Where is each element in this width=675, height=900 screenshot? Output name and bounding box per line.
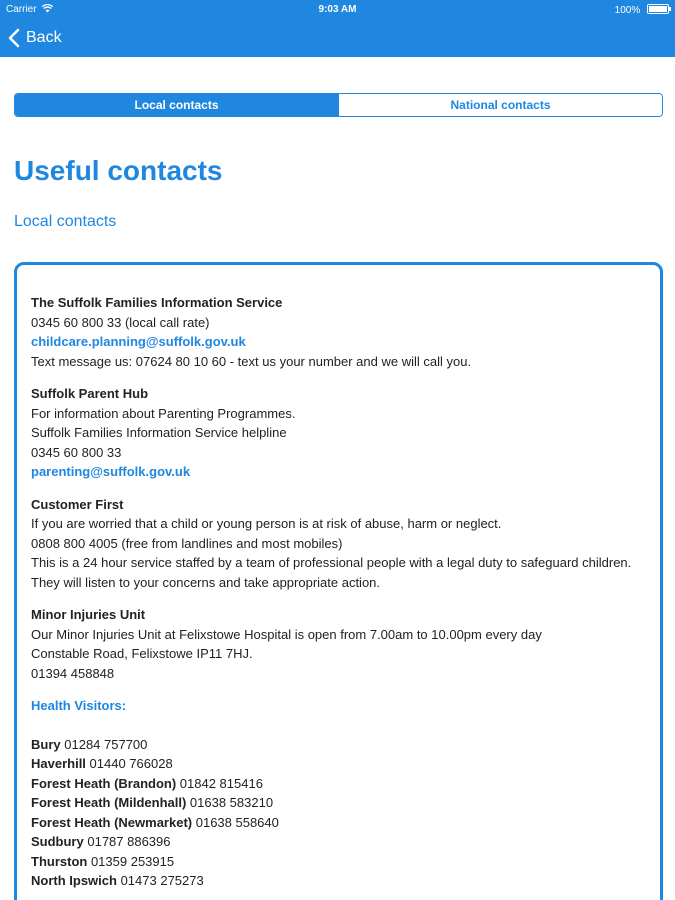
contact-line: Constable Road, Felixstowe IP11 7HJ. [31, 646, 253, 661]
contact-name: The Suffolk Families Information Service [31, 295, 283, 310]
list-item [31, 793, 646, 813]
contacts-list [31, 293, 646, 891]
contact-line: If you are worried that a child or young person is at risk of abuse, harm or neglect. [31, 516, 502, 531]
contact-line: For information about Parenting Programmes. [31, 405, 296, 421]
health-visitors-section [31, 696, 646, 891]
area-phone: 01284 757700 [64, 736, 148, 752]
list-item [31, 735, 646, 755]
tab-national-contacts[interactable]: National contacts [338, 94, 662, 116]
email-link[interactable]: childcare.planning@suffolk.gov.uk [31, 334, 246, 349]
contact-name: Customer First [31, 496, 124, 512]
health-visitors-title: Health Visitors: [31, 698, 127, 713]
list-item [31, 832, 646, 852]
navigation-bar [0, 0, 675, 57]
contacts-card [14, 262, 663, 900]
chevron-left-icon [8, 28, 20, 48]
page-title: Useful contacts [14, 155, 223, 186]
contact-line: 0345 60 800 33 (local call rate) [31, 314, 210, 330]
contacts-segmented-control [14, 93, 663, 117]
area-phone: 01638 558640 [195, 814, 279, 830]
contact-minor-injuries-unit [31, 605, 646, 683]
back-button[interactable] [8, 26, 62, 50]
area-name: Forest Heath (Mildenhall) [31, 795, 187, 810]
contact-parent-hub [31, 384, 646, 482]
carrier-text: Carrier [6, 4, 37, 15]
area-phone: 01638 583210 [189, 795, 274, 810]
battery-percent: 100% [614, 5, 641, 16]
contact-name: Suffolk Parent Hub [31, 386, 149, 401]
email-link[interactable]: parenting@suffolk.gov.uk [31, 464, 191, 479]
contact-line: Text message us: 07624 80 10 60 - text us your number and we will call you. [31, 353, 472, 369]
list-item [31, 754, 646, 774]
area-name: Forest Heath (Newmarket) [31, 814, 193, 830]
area-name: Forest Heath (Brandon) [31, 775, 177, 791]
back-label: Back [26, 29, 62, 46]
contact-line: This is a 24 hour service staffed by a team of professional people with a legal duty to safeguard children. They will listen to your concerns and take appropriate action. [31, 555, 632, 590]
contact-line: 0808 800 4005 (free from landlines and most mobiles) [31, 535, 343, 551]
contact-line: Suffolk Families Information Service helpline [31, 425, 287, 440]
area-name: Sudbury [31, 834, 84, 849]
list-item [31, 871, 646, 891]
area-phone: 01473 275273 [120, 873, 204, 888]
battery-icon [647, 4, 669, 14]
area-name: Thurston [31, 853, 88, 869]
area-phone: 01440 766028 [89, 756, 173, 771]
list-item [31, 813, 646, 833]
contact-customer-first [31, 495, 646, 593]
contact-name: Minor Injuries Unit [31, 607, 146, 622]
status-bar [0, 0, 675, 20]
contact-line: 0345 60 800 33 [31, 444, 122, 460]
status-time: 9:03 AM [318, 4, 357, 15]
area-name: Haverhill [31, 756, 86, 771]
list-item [31, 774, 646, 794]
area-phone: 01842 815416 [179, 775, 263, 791]
contact-line: 01394 458848 [31, 665, 115, 681]
contact-families-information-service [31, 293, 646, 371]
contact-line: Our Minor Injuries Unit at Felixstowe Hospital is open from 7.00am to 10.00pm every day [31, 626, 542, 642]
tab-local-contacts[interactable]: Local contacts [15, 94, 338, 116]
area-name: Bury [31, 736, 61, 752]
battery-status [615, 4, 669, 16]
list-item [31, 852, 646, 872]
section-subtitle: Local contacts [14, 213, 117, 230]
area-phone: 01787 886396 [87, 834, 171, 849]
area-name: North Ipswich [31, 873, 117, 888]
area-phone: 01359 253915 [90, 853, 175, 869]
